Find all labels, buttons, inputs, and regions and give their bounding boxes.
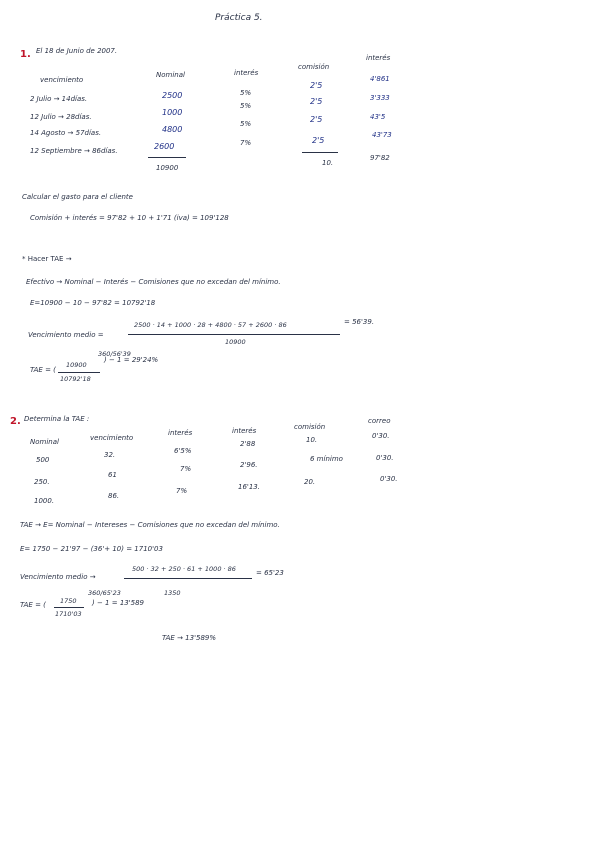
ex2-tae-exponent: 360/65'23 [88, 589, 121, 597]
ex2-tae-final: TAE → 13'589% [162, 634, 217, 642]
ex1-total-interes: 97'82 [370, 154, 390, 162]
ex2-vm-fraction-bar [124, 578, 252, 579]
ex1-tae-suffix: ) − 1 = 29'24% [104, 356, 159, 364]
ex1-row4-pct: 7% [240, 139, 252, 147]
ex2-header-nominal: Nominal [30, 438, 59, 446]
ex1-row3-comision: 2'5 [310, 115, 323, 124]
ex2-header-correo: correo [368, 417, 391, 425]
ex2-header-interes-pct: interés [168, 429, 193, 437]
ex1-vm-fraction-bar [128, 334, 340, 335]
ex1-tae-prefix: TAE = ( [30, 366, 56, 374]
ex1-vm-denominator: 10900 [225, 338, 246, 346]
ex1-tae-den: 10792'18 [60, 375, 91, 383]
ex1-row1-nominal: 2500 [162, 91, 183, 100]
ex1-nominal-sum-line [148, 157, 186, 158]
ex1-total-comision: 10. [322, 159, 334, 167]
ex1-tae-exponent: 360/56'39 [98, 350, 131, 358]
ex2-vm-numerator: 500 · 32 + 250 · 61 + 1000 · 86 [132, 565, 236, 573]
ex2-vm-denominator: 1350 [164, 589, 181, 597]
ex1-row3-pct: 5% [240, 120, 252, 128]
ex2-row2-correo: 0'30. [376, 454, 394, 462]
ex1-calc-title: Calcular el gasto para el cliente [22, 193, 133, 201]
ex2-vm-result: = 65'23 [256, 569, 284, 577]
ex2-e-line: E= 1750 − 21'97 − (36'+ 10) = 1710'03 [20, 545, 163, 553]
ex1-header-interes-pct: interés [234, 69, 259, 77]
ex1-row4-comision: 2'5 [312, 136, 325, 145]
ex1-total-nominal: 10900 [156, 164, 179, 172]
ex1-vm-label: Vencimiento medio = [28, 331, 104, 339]
ex1-tae-fraction-bar [58, 372, 100, 373]
ex1-row1-vencimiento: 2 Julio → 14días. [30, 95, 88, 103]
ex2-tae-den: 1710'03 [55, 610, 82, 618]
ex1-header-interes: interés [366, 54, 391, 62]
ex1-row2-nominal: 1000 [162, 108, 183, 117]
ex2-tae-suffix: ) − 1 = 13'589 [92, 599, 145, 607]
ex2-row3-pct: 7% [176, 487, 188, 495]
ex1-vm-result: = 56'39. [344, 318, 375, 326]
ex2-row3-correo: 0'30. [380, 475, 398, 483]
ex2-row1-interes: 2'88 [240, 440, 256, 448]
ex1-row2-vencimiento: 12 Julio → 28días. [30, 113, 92, 121]
ex1-tae-num: 10900 [66, 361, 87, 369]
ex2-header-vencimiento: vencimiento [90, 434, 134, 442]
exercise-2-number: 2. [10, 416, 21, 427]
ex1-row3-nominal: 4800 [162, 125, 183, 134]
exercise-1-heading: El 18 de Junio de 2007. [36, 47, 118, 55]
ex2-row1-pct: 6'5% [174, 447, 192, 455]
ex1-row2-interes: 3'333 [370, 94, 390, 102]
ex1-tae-title: * Hacer TAE → [22, 255, 72, 263]
ex2-row2-vencimiento: 61 [108, 471, 117, 479]
ex2-row3-vencimiento: 86. [108, 492, 120, 500]
ex2-row2-comision: 6 mínimo [310, 455, 343, 463]
ex1-header-comision: comisión [298, 63, 330, 71]
ex1-row2-comision: 2'5 [310, 97, 323, 106]
ex2-tae-fraction-bar [54, 607, 84, 608]
ex2-tae-num: 1750 [60, 597, 77, 605]
ex2-row3-comision: 20. [304, 478, 316, 486]
ex1-row1-pct: 5% [240, 89, 252, 97]
ex1-vm-numerator: 2500 · 14 + 1000 · 28 + 4800 · 57 + 2600 · 86 [134, 321, 287, 329]
ex1-header-nominal: Nominal [156, 71, 185, 79]
ex2-tae-line: TAE → E= Nominal − Intereses − Comisiones que no excedan del mínimo. [20, 521, 280, 529]
ex1-row1-interes: 4'861 [370, 75, 390, 83]
ex2-header-interes: interés [232, 427, 257, 435]
ex2-tae-prefix: TAE = ( [20, 601, 46, 609]
ex1-e-line: E=10900 − 10 − 97'82 = 10792'18 [30, 299, 156, 307]
exercise-1-number: 1. [20, 49, 31, 60]
ex1-comision-sum-line [302, 152, 338, 153]
ex1-row2-pct: 5% [240, 102, 252, 110]
ex2-row3-nominal: 1000. [34, 497, 55, 505]
ex1-efectivo-line: Efectivo → Nominal − Interés − Comisiones que no excedan del mínimo. [26, 278, 281, 286]
ex1-calc-line: Comisión + interés = 97'82 + 10 + 1'71 (iva) = 109'128 [30, 214, 229, 222]
ex1-row1-comision: 2'5 [310, 81, 323, 90]
ex2-vm-label: Vencimiento medio → [20, 573, 96, 581]
ex2-row1-vencimiento: 32. [104, 451, 116, 459]
ex2-row2-interes: 2'96. [240, 461, 258, 469]
ex2-row1-comision: 10. [306, 436, 318, 444]
ex1-row3-interes: 43'5 [370, 113, 386, 121]
ex2-row2-nominal: 250. [34, 478, 50, 486]
ex2-row3-interes: 16'13. [238, 483, 260, 491]
page-title: Práctica 5. [215, 13, 263, 23]
ex1-header-vencimiento: vencimiento [40, 76, 84, 84]
exercise-2-heading: Determina la TAE : [24, 415, 90, 423]
ex1-row4-interes: 43'73 [372, 131, 392, 139]
ex2-row1-correo: 0'30. [372, 432, 390, 440]
ex2-header-comision: comisión [294, 423, 326, 431]
ex2-row1-nominal: 500 [36, 456, 50, 464]
ex1-row3-vencimiento: 14 Agosto → 57días. [30, 129, 102, 137]
ex1-row4-vencimiento: 12 Septiembre → 86días. [30, 147, 118, 155]
ex1-row4-nominal: 2600 [154, 142, 175, 151]
ex2-row2-pct: 7% [180, 465, 192, 473]
